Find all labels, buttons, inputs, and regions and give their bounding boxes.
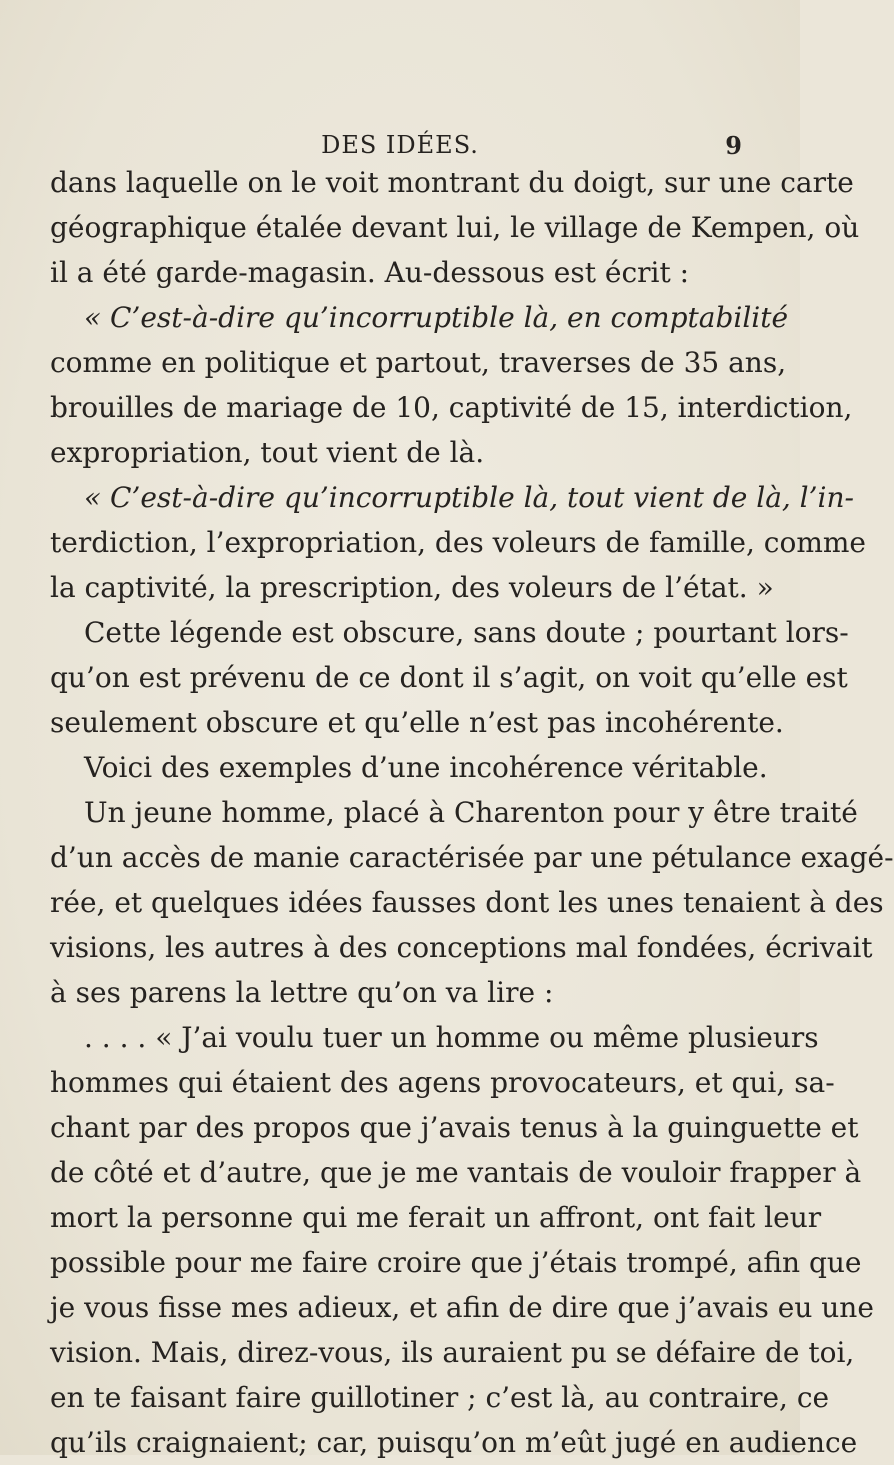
text-line: brouilles de mariage de 10, captivité de 15, interdiction,	[50, 391, 853, 424]
text-line: « C’est-à-dire qu’incorruptible là, en comptabilité	[84, 301, 789, 334]
text-line: « C’est-à-dire qu’incorruptible là, tout vient de là, l’in-	[84, 481, 854, 514]
text-line: d’un accès de manie caractérisée par une pétulance exagé-	[50, 841, 894, 874]
text-line: mort la personne qui me ferait un affront, ont fait leur	[50, 1201, 822, 1234]
text-line: Un jeune homme, placé à Charenton pour y être traité	[84, 796, 858, 829]
text-line: rée, et quelques idées fausses dont les unes tenaient à des	[50, 886, 884, 919]
text-line: à ses parens la lettre qu’on va lire :	[50, 976, 554, 1009]
running-head	[52, 131, 748, 161]
text-line: expropriation, tout vient de là.	[50, 436, 485, 469]
text-line: qu’ils craignaient; car, puisqu’on m’eût jugé en audience	[50, 1426, 858, 1459]
text-line: seulement obscure et qu’elle n’est pas incohérente.	[50, 706, 784, 739]
text-line: Voici des exemples d’une incohérence véritable.	[84, 751, 768, 784]
text-line: comme en politique et partout, traverses de 35 ans,	[50, 346, 787, 379]
text-line: il a été garde-magasin. Au-dessous est écrit :	[50, 256, 690, 289]
running-title: DES IDÉES.	[321, 131, 479, 159]
text-line: en te faisant faire guillotiner ; c’est là, au contraire, ce	[50, 1381, 830, 1414]
page-number: 9	[725, 131, 742, 160]
text-line: de côté et d’autre, que je me vantais de vouloir frapper à	[50, 1156, 862, 1189]
text-line: visions, les autres à des conceptions mal fondées, écrivait	[50, 931, 873, 964]
text-line: géographique étalée devant lui, le village de Kempen, où	[50, 211, 860, 244]
text-line: possible pour me faire croire que j’étais trompé, afin que	[50, 1246, 862, 1279]
text-line: hommes qui étaient des agens provocateurs, et qui, sa-	[50, 1066, 835, 1099]
text-line: dans laquelle on le voit montrant du doigt, sur une carte	[50, 166, 854, 199]
text-line: qu’on est prévenu de ce dont il s’agit, on voit qu’elle est	[50, 661, 848, 694]
text-line: . . . . « J’ai voulu tuer un homme ou même plusieurs	[84, 1021, 819, 1054]
text-line: la captivité, la prescription, des voleurs de l’état. »	[50, 571, 774, 604]
text-line: Cette légende est obscure, sans doute ; pourtant lors-	[84, 616, 849, 649]
text-line: je vous fisse mes adieux, et afin de dire que j’avais eu une	[50, 1291, 874, 1324]
text-line: chant par des propos que j’avais tenus à la guinguette et	[50, 1111, 859, 1144]
body-text	[50, 160, 894, 1465]
text-line: vision. Mais, direz-vous, ils auraient pu se défaire de toi,	[50, 1336, 855, 1369]
text-line: terdiction, l’expropriation, des voleurs de famille, comme	[50, 526, 867, 559]
